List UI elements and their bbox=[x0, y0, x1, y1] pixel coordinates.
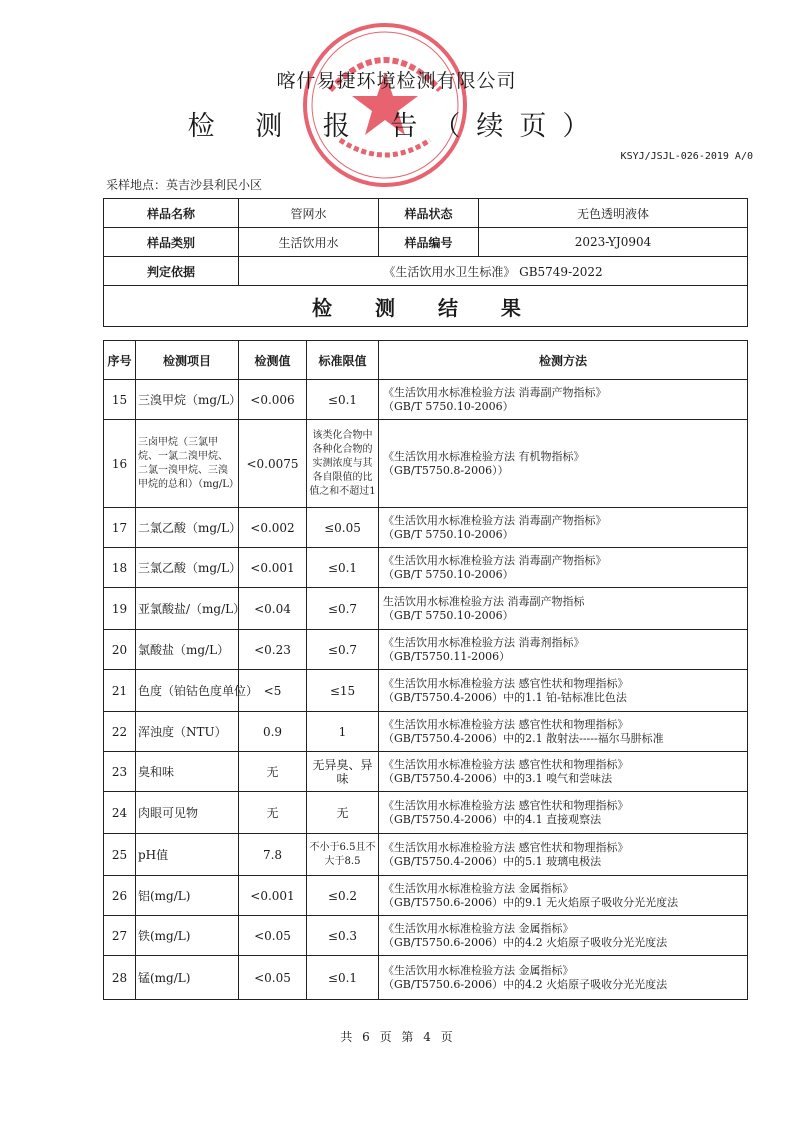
method-line-2: （GB/T 5750.10-2006） bbox=[383, 399, 514, 413]
cell-limit: 无异臭、异味 bbox=[307, 752, 379, 792]
method-line-2: （GB/T5750.6-2006）中的4.2 火焰原子吸收分光光度法 bbox=[383, 977, 668, 991]
cell-method bbox=[379, 752, 748, 792]
cell-method bbox=[379, 670, 748, 712]
cell-no: 23 bbox=[104, 752, 136, 792]
method-line-2: （GB/T5750.4-2006）中的1.1 铂-钴标准比色法 bbox=[383, 690, 627, 704]
cell-method bbox=[379, 956, 748, 1000]
cell-item: 氯酸盐（mg/L） bbox=[136, 630, 239, 670]
method-line-2: （GB/T5750.4-2006）中的5.1 玻璃电极法 bbox=[383, 854, 602, 868]
cell-limit: ≤0.1 bbox=[307, 548, 379, 588]
cell-item: 三氯乙酸（mg/L） bbox=[136, 548, 239, 588]
sample-category-label: 样品类别 bbox=[104, 228, 239, 257]
cell-item: 三溴甲烷（mg/L） bbox=[136, 380, 239, 420]
cell-method bbox=[379, 630, 748, 670]
col-header-method: 检测方法 bbox=[379, 341, 748, 380]
cell-value: <0.002 bbox=[239, 508, 307, 548]
method-line-1: 《生活饮用水标准检验方法 有机物指标》 bbox=[383, 449, 585, 463]
results-heading-row bbox=[104, 286, 748, 327]
method-line-2: （GB/T 5750.10-2006） bbox=[383, 608, 514, 622]
method-line-2: （GB/T5750.8-2006）） bbox=[383, 463, 509, 477]
cell-no: 24 bbox=[104, 792, 136, 834]
cell-value: 无 bbox=[239, 792, 307, 834]
cell-item: 肉眼可见物 bbox=[136, 792, 239, 834]
col-header-no: 序号 bbox=[104, 341, 136, 380]
basis-value: 《生活饮用水卫生标准》 GB5749-2022 bbox=[239, 257, 748, 286]
table-row bbox=[104, 588, 748, 630]
table-row bbox=[104, 630, 748, 670]
cell-value: <5 bbox=[239, 670, 307, 712]
cell-no: 21 bbox=[104, 670, 136, 712]
method-line-1: 《生活饮用水标准检验方法 消毒副产物指标》 bbox=[383, 553, 607, 567]
cell-item: pH值 bbox=[136, 834, 239, 876]
cell-limit: 1 bbox=[307, 712, 379, 752]
cell-value: <0.001 bbox=[239, 876, 307, 916]
sample-info-row bbox=[104, 228, 748, 257]
table-row bbox=[104, 420, 748, 508]
method-line-2: （GB/T 5750.10-2006） bbox=[383, 567, 514, 581]
cell-value: 无 bbox=[239, 752, 307, 792]
table-row bbox=[104, 712, 748, 752]
cell-limit: ≤0.3 bbox=[307, 916, 379, 956]
col-header-value: 检测值 bbox=[239, 341, 307, 380]
sample-info-row bbox=[104, 257, 748, 286]
cell-value: <0.05 bbox=[239, 956, 307, 1000]
method-line-1: 《生活饮用水标准检验方法 消毒剂指标》 bbox=[383, 635, 585, 649]
cell-no: 26 bbox=[104, 876, 136, 916]
sample-state-value: 无色透明液体 bbox=[479, 199, 748, 228]
cell-method bbox=[379, 712, 748, 752]
method-line-2: （GB/T5750.6-2006）中的4.2 火焰原子吸收分光光度法 bbox=[383, 935, 668, 949]
method-line-2: （GB/T 5750.10-2006） bbox=[383, 527, 514, 541]
results-heading: 检 测 结 果 bbox=[104, 286, 748, 327]
cell-value: <0.006 bbox=[239, 380, 307, 420]
cell-method bbox=[379, 792, 748, 834]
report-title: 检 测 报 告（续页） bbox=[187, 111, 606, 142]
basis-label: 判定依据 bbox=[104, 257, 239, 286]
table-row bbox=[104, 876, 748, 916]
method-line-1: 《生活饮用水标准检验方法 感官性状和物理指标》 bbox=[383, 676, 629, 690]
cell-method bbox=[379, 876, 748, 916]
cell-item: 浑浊度（NTU） bbox=[136, 712, 239, 752]
method-line-1: 《生活饮用水标准检验方法 金属指标》 bbox=[383, 921, 574, 935]
table-row bbox=[104, 380, 748, 420]
cell-no: 22 bbox=[104, 712, 136, 752]
cell-item: 色度（铂钴色度单位） bbox=[136, 670, 239, 712]
method-line-1: 生活饮用水标准检验方法 消毒副产物指标 bbox=[383, 594, 585, 608]
results-header-row bbox=[104, 341, 748, 380]
cell-item: 亚氯酸盐/（mg/L） bbox=[136, 588, 239, 630]
method-line-2: （GB/T5750.4-2006）中的2.1 散射法-----福尔马肼标准 bbox=[383, 731, 664, 745]
table-row bbox=[104, 834, 748, 876]
cell-no: 16 bbox=[104, 420, 136, 508]
sample-name-label: 样品名称 bbox=[104, 199, 239, 228]
col-header-limit: 标准限值 bbox=[307, 341, 379, 380]
table-row bbox=[104, 670, 748, 712]
table-row bbox=[104, 916, 748, 956]
cell-limit: ≤0.1 bbox=[307, 380, 379, 420]
sample-code-label: 样品编号 bbox=[379, 228, 479, 257]
results-table bbox=[103, 340, 748, 1000]
cell-limit: ≤0.7 bbox=[307, 630, 379, 670]
cell-value: <0.23 bbox=[239, 630, 307, 670]
cell-item: 臭和味 bbox=[136, 752, 239, 792]
cell-item: 铁(mg/L) bbox=[136, 916, 239, 956]
method-line-1: 《生活饮用水标准检验方法 感官性状和物理指标》 bbox=[383, 717, 629, 731]
cell-item: 三卤甲烷（三氯甲烷、一氯二溴甲烷、二氯一溴甲烷、三溴甲烷的总和）（mg/L） bbox=[136, 420, 239, 508]
cell-no: 18 bbox=[104, 548, 136, 588]
sample-name-value: 管网水 bbox=[239, 199, 379, 228]
cell-method bbox=[379, 916, 748, 956]
document-number: KSYJ/JSJL-026-2019 A/0 bbox=[620, 151, 753, 162]
method-line-2: （GB/T5750.4-2006）中的3.1 嗅气和尝味法 bbox=[383, 771, 613, 785]
cell-limit: ≤0.1 bbox=[307, 956, 379, 1000]
company-name: 喀什易捷环境检测有限公司 bbox=[276, 70, 517, 92]
cell-method bbox=[379, 588, 748, 630]
sample-info-table bbox=[103, 198, 748, 327]
method-line-1: 《生活饮用水标准检验方法 金属指标》 bbox=[383, 881, 574, 895]
cell-value: <0.04 bbox=[239, 588, 307, 630]
cell-limit: 该类化合物中各种化合物的实测浓度与其各自限值的比值之和不超过1 bbox=[307, 420, 379, 508]
method-line-1: 《生活饮用水标准检验方法 消毒副产物指标》 bbox=[383, 513, 607, 527]
cell-value: <0.0075 bbox=[239, 420, 307, 508]
cell-value: 0.9 bbox=[239, 712, 307, 752]
cell-method bbox=[379, 834, 748, 876]
table-row bbox=[104, 752, 748, 792]
cell-no: 27 bbox=[104, 916, 136, 956]
cell-item: 锰(mg/L) bbox=[136, 956, 239, 1000]
cell-no: 28 bbox=[104, 956, 136, 1000]
cell-method bbox=[379, 548, 748, 588]
sampling-site bbox=[106, 176, 262, 193]
sample-info-row bbox=[104, 199, 748, 228]
sample-code-value: 2023-YJ0904 bbox=[479, 228, 748, 257]
col-header-item: 检测项目 bbox=[136, 341, 239, 380]
cell-no: 20 bbox=[104, 630, 136, 670]
cell-value: <0.05 bbox=[239, 916, 307, 956]
table-row bbox=[104, 956, 748, 1000]
cell-limit: ≤0.2 bbox=[307, 876, 379, 916]
table-row bbox=[104, 508, 748, 548]
table-row bbox=[104, 792, 748, 834]
cell-limit: ≤0.7 bbox=[307, 588, 379, 630]
cell-no: 15 bbox=[104, 380, 136, 420]
sampling-site-value: 英吉沙县利民小区 bbox=[166, 178, 263, 192]
cell-limit: 不小于6.5且不大于8.5 bbox=[307, 834, 379, 876]
cell-no: 25 bbox=[104, 834, 136, 876]
cell-no: 17 bbox=[104, 508, 136, 548]
method-line-1: 《生活饮用水标准检验方法 消毒副产物指标》 bbox=[383, 385, 607, 399]
cell-limit: 无 bbox=[307, 792, 379, 834]
cell-method bbox=[379, 508, 748, 548]
cell-value: 7.8 bbox=[239, 834, 307, 876]
cell-limit: ≤15 bbox=[307, 670, 379, 712]
sample-state-label: 样品状态 bbox=[379, 199, 479, 228]
method-line-1: 《生活饮用水标准检验方法 感官性状和物理指标》 bbox=[383, 840, 629, 854]
method-line-1: 《生活饮用水标准检验方法 感官性状和物理指标》 bbox=[383, 757, 629, 771]
cell-item: 二氯乙酸（mg/L） bbox=[136, 508, 239, 548]
sample-category-value: 生活饮用水 bbox=[239, 228, 379, 257]
page-footer: 共 6 页 第 4 页 bbox=[340, 1030, 453, 1044]
method-line-2: （GB/T5750.11-2006） bbox=[383, 649, 511, 663]
table-row bbox=[104, 548, 748, 588]
method-line-2: （GB/T5750.6-2006）中的9.1 无火焰原子吸收分光光度法 bbox=[383, 895, 679, 909]
method-line-1: 《生活饮用水标准检验方法 金属指标》 bbox=[383, 963, 574, 977]
method-line-1: 《生活饮用水标准检验方法 感官性状和物理指标》 bbox=[383, 798, 629, 812]
method-line-2: （GB/T5750.4-2006）中的4.1 直接观察法 bbox=[383, 812, 602, 826]
cell-no: 19 bbox=[104, 588, 136, 630]
sampling-site-label: 采样地点： bbox=[106, 178, 167, 192]
cell-limit: ≤0.05 bbox=[307, 508, 379, 548]
cell-value: <0.001 bbox=[239, 548, 307, 588]
cell-method bbox=[379, 420, 748, 508]
cell-method bbox=[379, 380, 748, 420]
cell-item: 铝(mg/L) bbox=[136, 876, 239, 916]
